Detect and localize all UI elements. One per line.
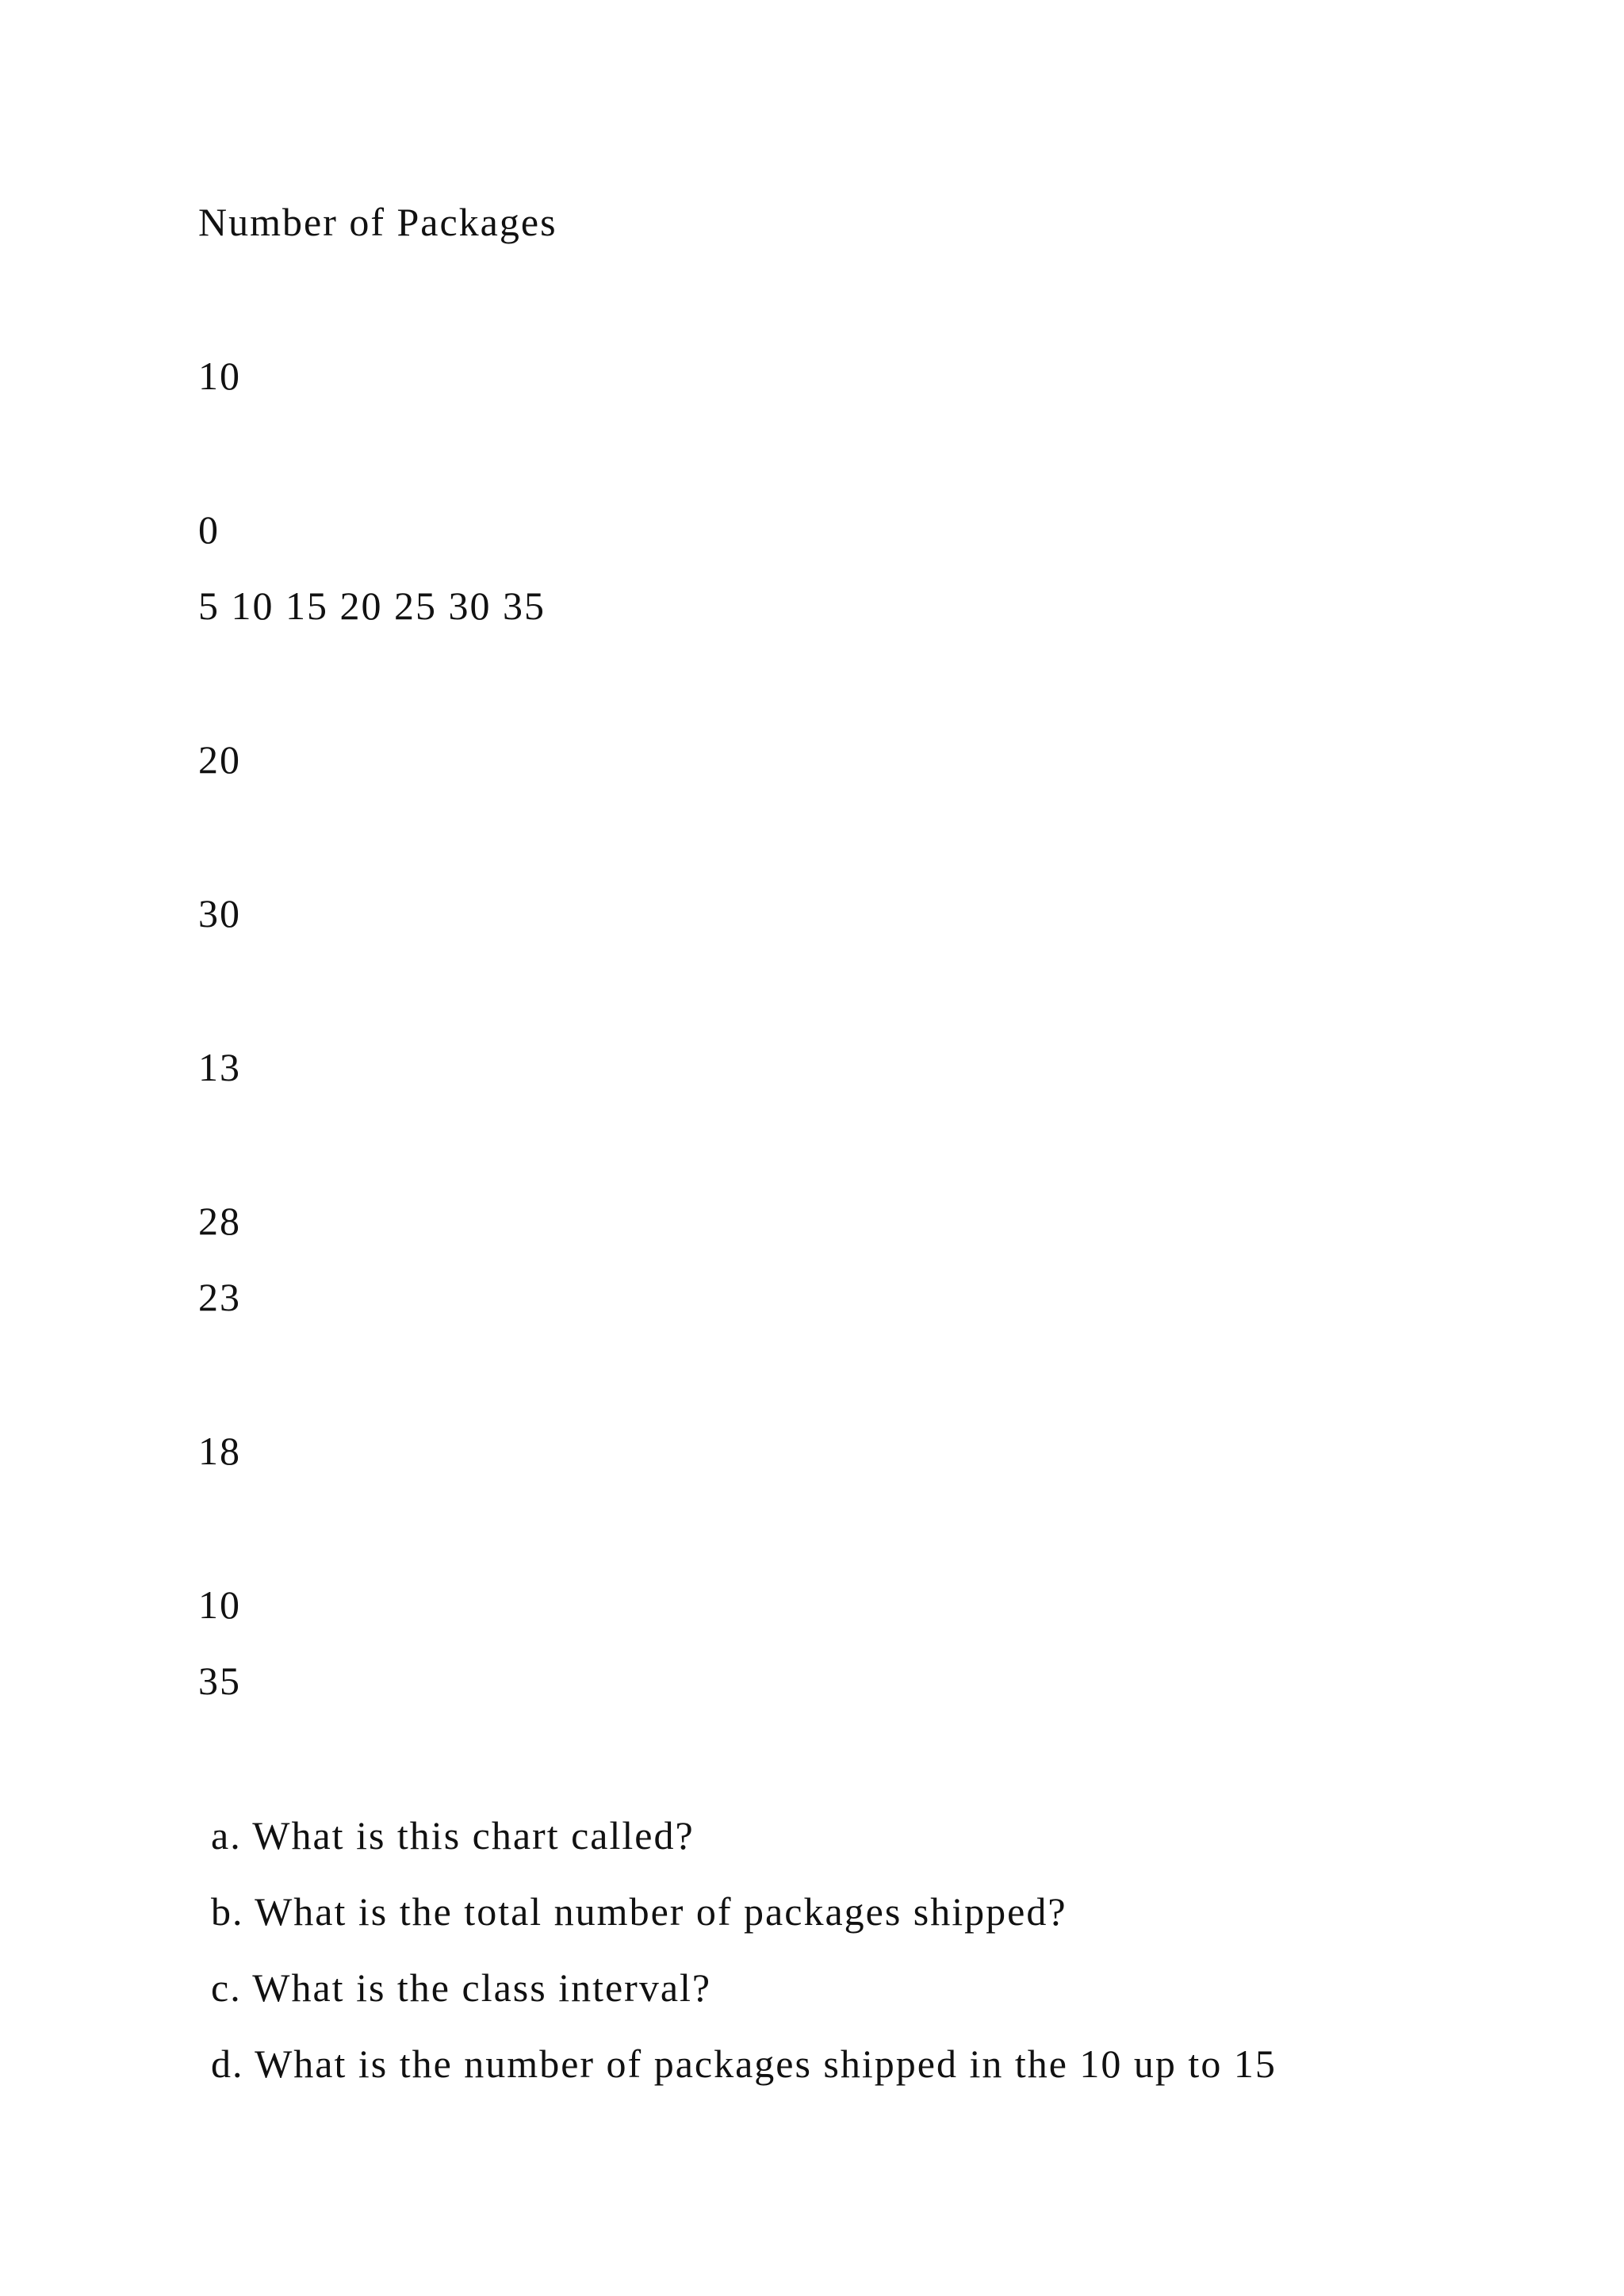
question-a: a. What is this chart called? (211, 1813, 695, 1858)
value-text: 18 (198, 1429, 241, 1473)
question-b: b. What is the total number of packages shipped? (211, 1889, 1067, 1934)
value-text: 10 (198, 1582, 241, 1627)
value-text: 23 (198, 1275, 241, 1319)
value-text: 35 (198, 1659, 241, 1703)
question-d: d. What is the number of packages shipped in the 10 up to 15 (211, 2042, 1277, 2086)
value-text: 13 (198, 1045, 241, 1089)
value-text: 28 (198, 1199, 241, 1243)
value-text: 20 (198, 737, 241, 782)
chart-title-text: Number of Packages (198, 200, 557, 244)
value-text: 0 (198, 507, 220, 552)
value-text: 10 (198, 354, 241, 398)
question-c: c. What is the class interval? (211, 1965, 712, 2010)
axis-values-text: 5 10 15 20 25 30 35 (198, 584, 546, 628)
value-text: 30 (198, 891, 241, 936)
